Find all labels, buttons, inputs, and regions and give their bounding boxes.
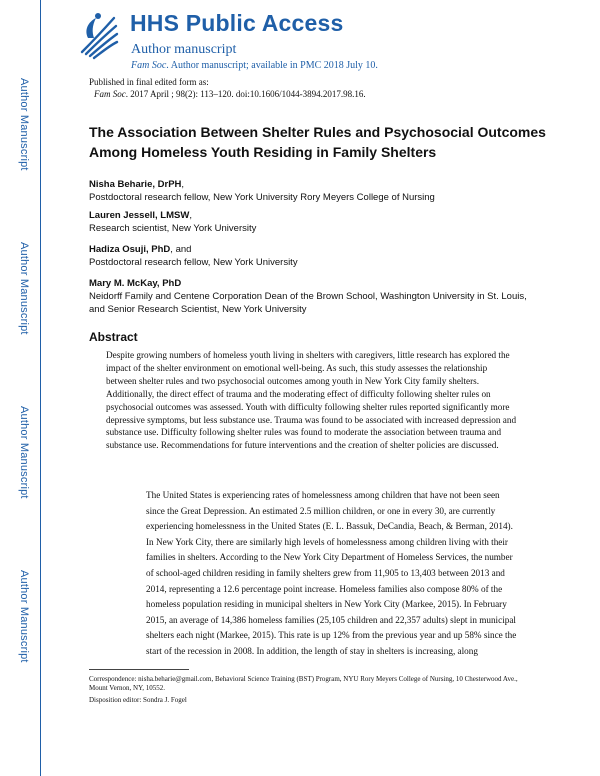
correspondence-footnote: Correspondence: nisha.beharie@gmail.com, Behavioral Science Training (BST) Program, NYU Rory Meyers College of Nursing, 10 Chesterwood Ave., Mount Vernon, NY, 10552.: [89, 675, 518, 692]
sidebar-label: Author Manuscript: [18, 77, 30, 171]
sidebar-label: Author Manuscript: [18, 569, 30, 663]
body-paragraph: The United States is experiencing rates of homelessness among children that have not been seen since the Great Depression. An estimated 2.5 million children, or one in every 30, are currently experiencing homelessness in the United States (E. L. Bassuk, DeCandia, Beach, & Berman, 2014). In New York City, there are similarly high levels of homelessness among children living with their families in shelters. According to the New York City Department of Homeless Services, the number of school-aged children residing in family shelters grew from 11,905 to 13,403 between 2013 and 2014, representing a 12.6 percentage point increase. Homeless families also compose 80% of the homeless population residing in municipal shelters in New York City (Markee, 2015). In February 2015, an average of 14,386 homeless families (25,105 children and 22,357 adults) slept in municipal shelters each night (Markee, 2015). This rate is up 12% from the previous year and up 58% since the start of the recession in 2008. In addition, the length of stay in shelters is increasing, along: [146, 490, 517, 656]
abstract-text: Despite growing numbers of homeless youth living in shelters with caregivers, little research has explored the impact of the shelter environment on emotional well-being. As such, this study assesses the relationship between shelter rules and two psychosocial outcomes among youth in New York City family shelters. Additionally, the direct effect of trauma and the moderating effect of difficulty following shelter rules on psychosocial outcomes was assessed. Youth with difficulty following shelter rules reported significantly more depressive symptoms, but less substance use. Trauma was found to be associated with increased depression and substance use. Difficulty following shelter rules was found to moderate the association between trauma and substance use. Recommendations for future interventions and the creation of shelter policies are discussed.: [106, 350, 517, 451]
publication-info: [89, 76, 366, 100]
author-block: [89, 277, 529, 316]
author-block: [89, 243, 529, 269]
footnote-divider: [89, 669, 189, 670]
author-affiliation: Research scientist, New York University: [89, 223, 257, 234]
author-suffix: , and: [170, 244, 192, 255]
abstract-heading: Abstract: [89, 330, 138, 344]
journal-abbrev: Fam Soc: [131, 60, 167, 71]
availability-text: . Author manuscript; available in PMC 2018 July 10.: [166, 60, 378, 71]
author-name: Nisha Beharie, DrPH: [89, 179, 182, 190]
hhs-eagle-logo-icon: [76, 8, 120, 60]
author-block: [89, 209, 529, 235]
citation-journal: Fam Soc: [94, 89, 126, 99]
author-name: Hadiza Osuji, PhD: [89, 244, 171, 255]
sidebar-rule: [40, 0, 41, 776]
citation-line: [89, 88, 366, 100]
author-block: [89, 178, 529, 204]
published-line: Published in final edited form as:: [89, 77, 209, 87]
author-affiliation: Postdoctoral research fellow, New York University: [89, 257, 298, 268]
availability-line: [131, 60, 378, 71]
disposition-footnote: Disposition editor: Sondra J. Fogel: [89, 696, 187, 704]
author-suffix: ,: [189, 210, 192, 221]
author-manuscript-label: Author manuscript: [131, 42, 237, 57]
author-name: Mary M. McKay, PhD: [89, 278, 182, 289]
author-name: Lauren Jessell, LMSW: [89, 210, 190, 221]
author-affiliation: Postdoctoral research fellow, New York University Rory Meyers College of Nursing: [89, 192, 435, 203]
author-affiliation: Neidorff Family and Centene Corporation Dean of the Brown School, Washington University in St. Louis, and Senior Research Scientist, New York University: [89, 291, 527, 315]
citation-text: . 2017 April ; 98(2): 113–120. doi:10.1606/1044-3894.2017.98.16.: [125, 89, 366, 99]
hhs-public-access-title: HHS Public Access: [130, 10, 344, 36]
sidebar-label: Author Manuscript: [18, 405, 30, 499]
sidebar-label: Author Manuscript: [18, 241, 30, 335]
article-title: The Association Between Shelter Rules and Psychosocial Outcomes Among Homeless Youth Residing in Family Shelters: [89, 124, 546, 160]
author-suffix: ,: [181, 179, 185, 190]
